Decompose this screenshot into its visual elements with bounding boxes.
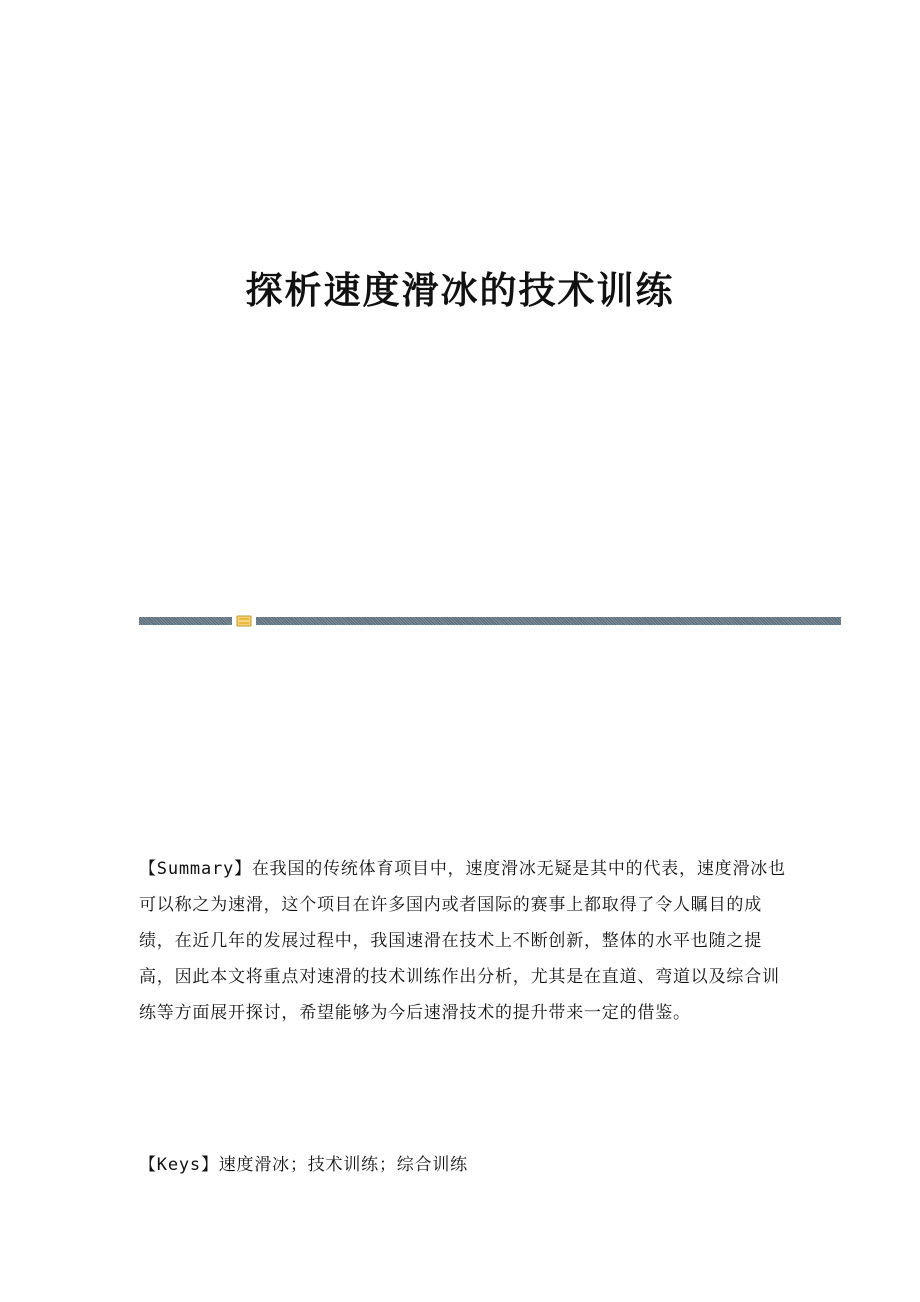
summary-text: 在我国的传统体育项目中，速度滑冰无疑是其中的代表，速度滑冰也可以称之为速滑，这个项目在许多国内或者国际的赛事上都取得了令人瞩目的成绩，在近几年的发展过程中，我国速滑在技术上不断创新，整体的水平也随之提高，因此本文将重点对速滑的技术训练作出分析，尤其是在直道、弯道以及综合训练等方面展开探讨，希望能够为今后速滑技术的提升带来一定的借鉴。 xyxy=(139,859,786,1023)
keys-label: 【Keys】 xyxy=(139,1155,219,1175)
divider-bar-right xyxy=(256,617,841,625)
abstract-paragraph xyxy=(139,851,789,1031)
gem-icon xyxy=(236,615,252,627)
summary-label: 【Summary】 xyxy=(139,859,252,879)
section-divider xyxy=(139,615,841,627)
keys-text: 速度滑冰；技术训练；综合训练 xyxy=(218,1155,468,1175)
divider-bar-left xyxy=(139,617,232,625)
page-title: 探析速度滑冰的技术训练 xyxy=(245,268,675,312)
keywords-paragraph xyxy=(139,1147,789,1183)
